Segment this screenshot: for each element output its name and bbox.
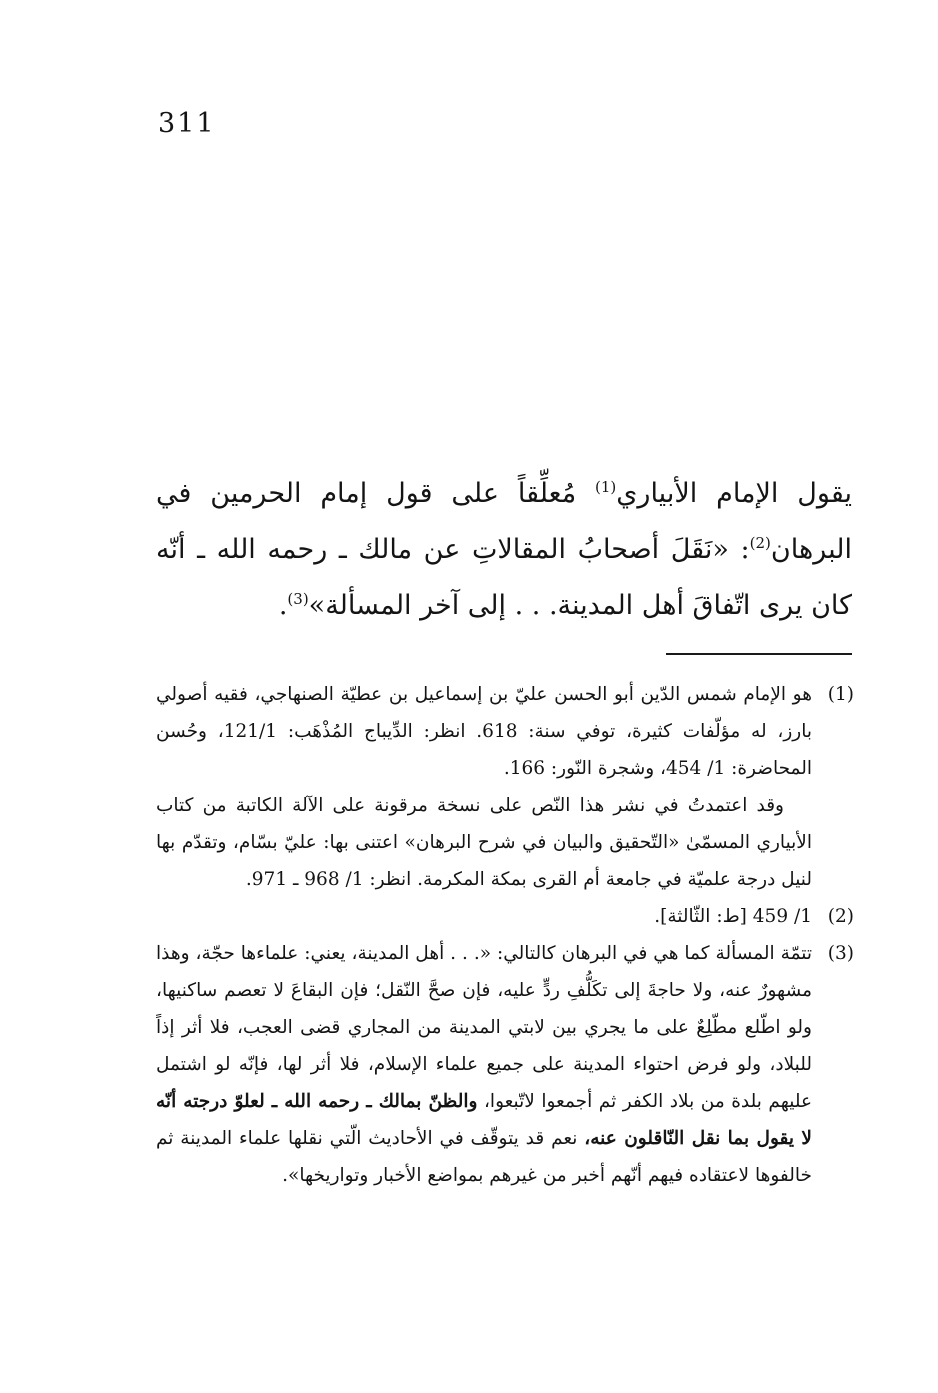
main-paragraph [156, 466, 852, 634]
footnote-number: (2) [827, 906, 854, 927]
main-text [156, 466, 852, 634]
main-text-segment: يقول الإمام الأبياري [616, 478, 852, 509]
footnotes [156, 676, 854, 1194]
footnote-number: (1) [827, 684, 854, 705]
footnote-paragraph [156, 935, 812, 1194]
footnote-paragraph: هو الإمام شمس الدّين أبو الحسن عليّ بن إسماعيل بن عطيّة الصنهاجي، فقيه أصولي بارز، له مؤلّفات كثيرة، توفي سنة: 618. انظر: الدِّيباج المُذْهَب: 121/1، وحُسن المحاضرة: 1/ 454، وشجرة النّور: 166. [156, 684, 812, 779]
main-text-segment: «نَقَلَ أصحابُ المقالاتِ عن مالك ـ رحمه الله ـ أنّه كان يرى اتّفاقَ أهل المدينة. . . إلى آخر المسألة» [156, 534, 852, 621]
footnote-ref-2[interactable]: (2) [749, 534, 771, 552]
page-number: 311 [158, 108, 216, 139]
footnote-divider [666, 653, 852, 655]
main-text-segment: مُعلِّقاً على قول إمام الحرمين في البرهان [156, 478, 852, 565]
footnote-3 [156, 935, 854, 1194]
footnote-1 [156, 676, 854, 898]
footnote-text: نعم قد يتوقّف في الأحاديث الّتي نقلها علماء المدينة ثم خالفوها لاعتقاده فيهم أنّهم أخبر من غيرهم بمواضع الأخبار وتواريخها». [156, 1128, 812, 1186]
main-text-segment: : [740, 534, 750, 565]
footnote-text: تتمّة المسألة كما هي في البرهان كالتالي: «. . . أهل المدينة، يعني: علماءها حجّة، وهذا مشهورٌ عنه، ولا حاجةَ إلى تكَلُّفِ ردٍّ عليه، فإن صحَّ النّقل؛ فإن البقاعَ لا تعصم ساكنيها، ولو اطّلع مطّلِعٌ على ما يجري بين لابتي المدينة من المجاري قضى العجب، فلا أثر إذاً للبلاد، ولو فرض احتواء المدينة على جميع علماء الإسلام، فلا أثر لها، فإنّه لو اشتمل عليهم بلدة من بلاد الكفر ثم أجمعوا لاتّبعوا، [156, 943, 813, 1112]
footnote-number: (3) [827, 943, 854, 964]
footnote-2 [156, 898, 854, 935]
footnote-bold-text: والظنّ بمالك ـ رحمه الله ـ لعلوّ درجته أنّه لا يقول بما نقل النّاقلون عنه، [156, 1091, 812, 1149]
main-text-segment: . [278, 590, 288, 621]
footnote-paragraph: وقد اعتمدتُ في نشر هذا النّص على نسخة مرقونة على الآلة الكاتبة من كتاب الأبياري المسمّىٰ «التّحقيق والبيان في شرح البرهان» اعتنى بها: عليّ بسّام، وتقدّم بها لنيل درجة علميّة في جامعة أم القرى بمكة المكرمة. انظر: 1/ 968 ـ 971. [156, 795, 812, 890]
footnote-paragraph: 1/ 459 [ط: الثّالثة]. [654, 906, 812, 927]
footnote-ref-3[interactable]: (3) [287, 590, 309, 608]
footnote-ref-1[interactable]: (1) [595, 478, 617, 496]
